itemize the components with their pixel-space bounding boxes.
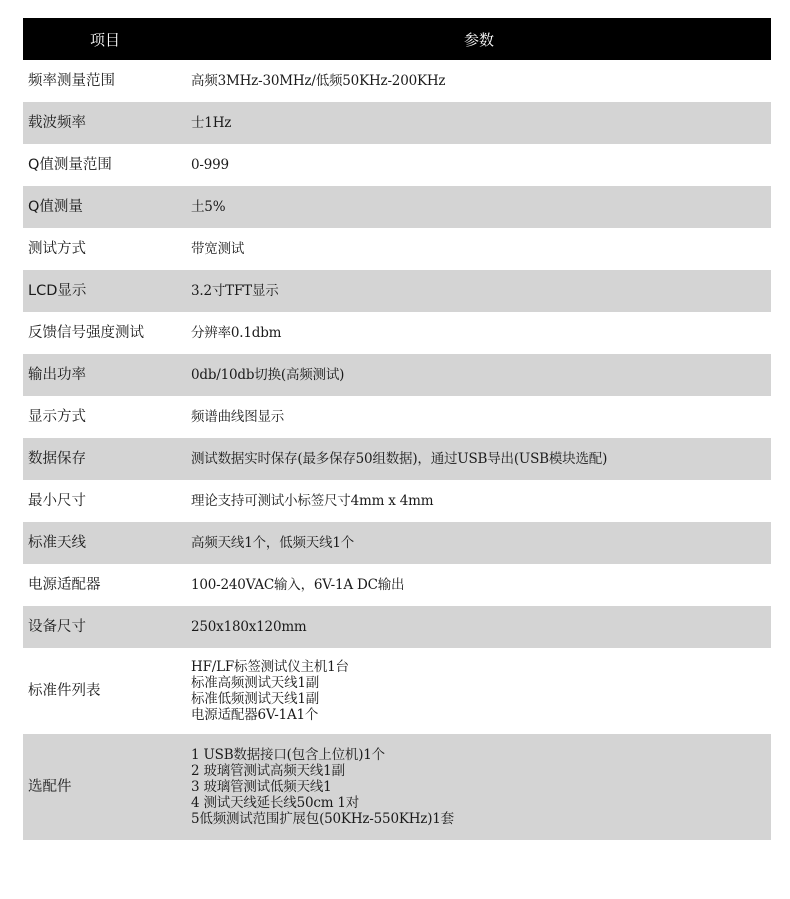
table-header bbox=[23, 18, 771, 60]
row-value: 频谱曲线图显示 bbox=[191, 408, 285, 425]
row-name: 输出功率 bbox=[28, 366, 86, 383]
header-param-label: 参数 bbox=[463, 30, 494, 49]
list-item: 电源适配器6V-1A1个 bbox=[191, 707, 319, 723]
table-row bbox=[23, 606, 771, 648]
row-value: 0-999 bbox=[191, 156, 229, 173]
list-item: HF/LF标签测试仪主机1台 bbox=[191, 659, 349, 675]
table-row-standard-parts bbox=[23, 648, 771, 734]
table-row bbox=[23, 312, 771, 354]
row-value: 250x180x120mm bbox=[191, 618, 307, 635]
row-name: 反馈信号强度测试 bbox=[28, 324, 144, 341]
row-value: 分辨率0.1dbm bbox=[191, 324, 282, 341]
row-value: 带宽测试 bbox=[191, 240, 245, 257]
row-value: 测试数据实时保存(最多保存50组数据)，通过USB导出(USB模块选配) bbox=[191, 450, 608, 467]
row-value: 高频天线1个，低频天线1个 bbox=[191, 534, 355, 551]
table-row bbox=[23, 396, 771, 438]
row-name: 标准天线 bbox=[28, 534, 86, 551]
list-item: 标准低频测试天线1副 bbox=[191, 691, 320, 707]
row-name: LCD显示 bbox=[28, 282, 87, 299]
table-row bbox=[23, 144, 771, 186]
table-row bbox=[23, 438, 771, 480]
spec-table bbox=[23, 18, 771, 840]
row-name: 标准件列表 bbox=[28, 682, 101, 699]
row-value: 100-240VAC输入，6V-1A DC输出 bbox=[191, 576, 405, 593]
table-row bbox=[23, 102, 771, 144]
table-row bbox=[23, 564, 771, 606]
row-value: 高频3MHz-30MHz/低频50KHz-200KHz bbox=[191, 72, 446, 89]
list-item: 1 USB数据接口(包含上位机)1个 bbox=[191, 747, 385, 763]
row-name: 电源适配器 bbox=[28, 576, 101, 593]
row-name: 最小尺寸 bbox=[28, 492, 86, 509]
row-value: 士1Hz bbox=[191, 114, 232, 131]
table-row bbox=[23, 522, 771, 564]
row-value: 0db/10db切换(高频测试) bbox=[191, 366, 345, 383]
list-item: 3 玻璃管测试低频天线1 bbox=[191, 779, 332, 795]
row-name: 显示方式 bbox=[28, 408, 86, 425]
table-row bbox=[23, 228, 771, 270]
row-name: 载波频率 bbox=[28, 114, 86, 131]
row-name: Q值测量 bbox=[28, 198, 83, 215]
table-row bbox=[23, 186, 771, 228]
table-row-optional-parts bbox=[23, 734, 771, 840]
header-item-label: 项目 bbox=[89, 30, 120, 49]
row-value: 3.2寸TFT显示 bbox=[191, 282, 279, 299]
list-item: 4 测试天线延长线50cm 1对 bbox=[191, 795, 360, 811]
row-name: 数据保存 bbox=[28, 450, 86, 467]
table-row bbox=[23, 480, 771, 522]
table-row bbox=[23, 270, 771, 312]
row-name: 测试方式 bbox=[28, 240, 86, 257]
table-row bbox=[23, 60, 771, 102]
list-item: 标准高频测试天线1副 bbox=[191, 675, 320, 691]
row-value: 理论支持可测试小标签尺寸4mm x 4mm bbox=[191, 492, 434, 509]
row-name: Q值测量范围 bbox=[28, 156, 112, 173]
standard-parts-list bbox=[187, 659, 771, 723]
list-item: 5低频测试范围扩展包(50KHz-550KHz)1套 bbox=[191, 811, 454, 827]
row-name: 设备尺寸 bbox=[28, 618, 86, 635]
row-name: 频率测量范围 bbox=[28, 72, 115, 89]
optional-parts-list bbox=[187, 747, 771, 827]
list-item: 2 玻璃管测试高频天线1副 bbox=[191, 763, 345, 779]
row-name: 选配件 bbox=[28, 778, 72, 795]
table-row bbox=[23, 354, 771, 396]
row-value: 土5% bbox=[191, 198, 226, 215]
